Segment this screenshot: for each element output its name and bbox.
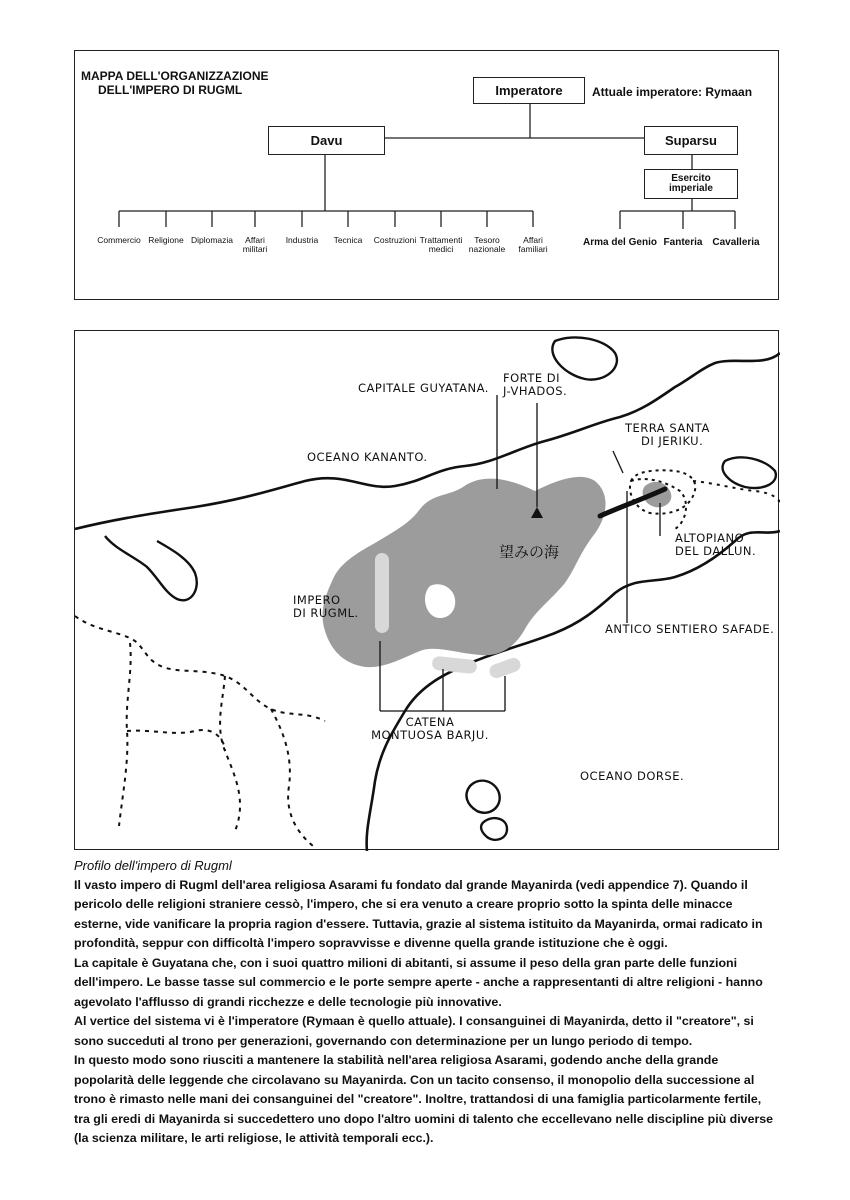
org-chart-panel (74, 50, 779, 300)
army-line1: Esercito (671, 172, 711, 184)
border-west (75, 616, 325, 721)
imperial-army-box (644, 169, 738, 199)
map-panel (74, 330, 779, 850)
ocean-dorse-label: OCEANO DORSE. (580, 769, 685, 783)
branch-industria: Industria (285, 235, 319, 245)
current-emperor-label: Attuale imperatore: Rymaan (592, 85, 753, 99)
border-interior-2 (220, 676, 240, 831)
holy-land-line2: DI JERIKU. (641, 434, 704, 449)
emperor-box: Imperatore (473, 77, 585, 104)
branch-arma-del-genio: Arma del Genio (583, 237, 657, 248)
island-east (723, 457, 776, 488)
branch-trattamenti-medici: Trattamenti medici (419, 235, 463, 255)
ocean-kananto-label: OCEANO KANANTO. (307, 450, 428, 464)
suparsu-box: Suparsu (644, 126, 738, 155)
empire-line2: DI RUGML. (293, 606, 359, 621)
article-caption: Profilo dell'impero di Rugml (74, 858, 232, 873)
west-peninsula (105, 536, 197, 600)
sea-of-hope (323, 477, 606, 667)
branch-affari-militari: Affari militari (242, 235, 268, 255)
branch-fanteria: Fanteria (663, 237, 703, 248)
army-line2: imperiale (669, 183, 713, 194)
plateau-line2: DEL DALLUN. (675, 544, 757, 559)
mountain-chain-label (355, 716, 505, 742)
branch-costruzioni: Costruzioni (373, 235, 417, 245)
plateau-label (675, 532, 756, 558)
plateau-line1: ALTOPIANO (675, 531, 745, 545)
empire-line1: IMPERO (293, 593, 341, 607)
article-paragraph-3: Al vertice del sistema vi è l'imperatore (Rymaan è quello attuale). I consanguinei di Mayanirda, detto il "creatore", si sono succeduti al trono per generazioni, governando con determinazione per un lungo periodo di tempo. (74, 1014, 754, 1048)
sea-of-hope-label: 望みの海 (499, 543, 560, 561)
border-interior-1 (119, 643, 131, 826)
chain-line1: CATENA (405, 715, 455, 729)
holy-land-line1: TERRA SANTA (625, 421, 710, 435)
ancient-path-label: ANTICO SENTIERO SAFADE. (605, 622, 775, 636)
branch-affari-familiari: Affari familiari (518, 235, 548, 255)
org-title-line1: MAPPA DELL'ORGANIZZAZIONE (81, 69, 269, 83)
branch-diplomazia: Diplomazia (190, 235, 234, 245)
island-south-1 (466, 781, 499, 813)
empire-label (293, 594, 359, 620)
capital-label: CAPITALE GUYATANA. (358, 381, 489, 395)
branch-religione: Religione (148, 235, 184, 245)
branch-tesoro-nazionale: Tesoro nazionale (468, 235, 506, 255)
chain-line2: MONTUOSA BARJU. (371, 728, 489, 743)
island-south-2 (481, 818, 507, 840)
border-interior-3 (127, 730, 225, 751)
article-paragraph-4: In questo modo sono riusciti a mantenere la stabilità nell'area religiosa Asarami, godendo anche della grande popolarità delle leggende che circolavano su Mayanirda. Con un tacito consenso, il monopolio della successione al trono è rimasto nelle mani dei consanguinei del "creatore". Inoltre, trattandosi di una famiglia particolarmente fertile, tra gli eredi di Mayanirda si succedettero uno dopo l'altro uomini di talento che eccellevano nelle discipline più diverse (la scienza militare, le arti religiose, le attività temporali ecc.). (74, 1053, 774, 1145)
fort-label (503, 372, 567, 398)
article-paragraph-1: Il vasto impero di Rugml dell'area religiosa Asarami fu fondato dal grande Mayanirda (vedi appendice 7). Quando il pericolo delle religioni straniere cessò, l'impero, che si era venuto a creare proprio sotto la spinta delle minacce esterne, vide vanificare la propria ragion d'essere. Tuttavia, grazie al sistema istituito da Mayanirda, ormai radicato in profondità, seppur con difficoltà l'impero sopravvisse e divenne quella grande istituzione che è oggi. (74, 877, 763, 950)
branch-cavalleria: Cavalleria (712, 237, 760, 248)
branch-tecnica: Tecnica (333, 235, 363, 245)
davu-box: Davu (268, 126, 385, 155)
article-paragraph-2: La capitale è Guyatana che, con i suoi quattro milioni di abitanti, si assume il peso della gran parte delle funzioni dell'impero. Le basse tasse sul commercio e le porte sempre aperte - anche a rappresentanti di altre religioni - hanno agevolato l'afflusso di grandi ricchezze e delle tecnologie più innovative. (74, 955, 763, 1009)
branch-commercio: Commercio (97, 235, 141, 245)
org-title-line2: DELL'IMPERO DI RUGML (98, 83, 243, 97)
border-interior-4 (271, 709, 313, 846)
fort-label-line2: J-VHADOS. (503, 384, 568, 399)
holy-land-label (625, 422, 710, 448)
article-text (74, 856, 780, 1149)
fort-label-line1: FORTE DI (503, 371, 561, 385)
org-chart-title (81, 69, 269, 97)
